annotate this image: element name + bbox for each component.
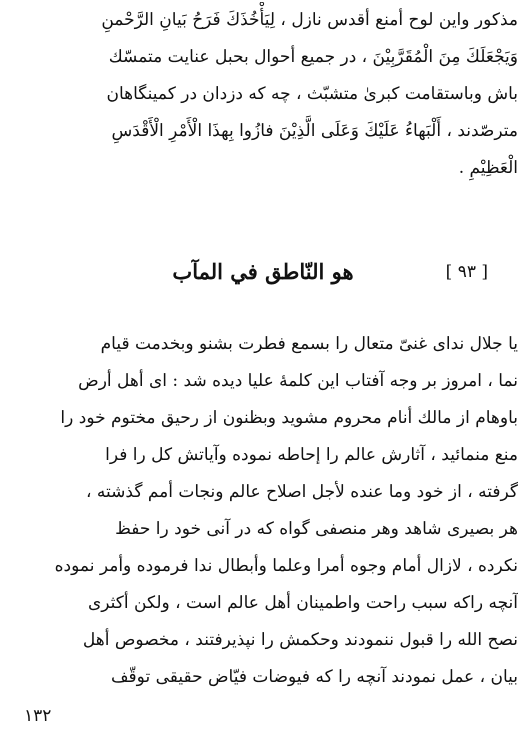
top-paragraph [8,2,518,187]
section-heading [0,254,526,290]
text-line: وَيَجْعَلَكَ مِنَ الْمُقَرَّبِيْنَ ، در جميع أحوال بحبل عنايت متمسّك [108,47,518,67]
text-line: باش وباستقامت كبرىٰ متشبّث ، چه كه دزدان در كمينگاهان [106,84,518,104]
text-line: نكرده ، لازال أمام وجوه أمرا وعلما وأبطال ندا فرموده وأمر نموده [54,556,518,576]
text-line: نما ، امروز بر وجه آفتاب اين كلمهٔ عليا ديده شد : اى أهل أرض [78,371,518,391]
text-line: آنچه راكه سبب راحت واطمينان أهل عالم است ، ولكن أكثرى [87,593,518,613]
page-number: ١٣٢ [24,706,52,726]
text-line: نصح الله را قبول ننمودند وحكمش را نپذيرفتند ، مخصوص أهل [82,630,518,650]
text-line: يا جلال نداى غنىّ متعال را بسمع فطرت بشنو وبخدمت قيام [100,334,518,354]
text-line: الْعَظِيْمِ . [458,158,518,178]
body-paragraph [8,326,518,696]
text-line: باوهام از مالك أنام محروم مشويد وبظنون از رحيق مختوم خود را [60,408,518,428]
text-line: منع منمائيد ، آثارش عالم را إحاطه نموده وآياتش كل را فرا [105,445,518,465]
section-title: هو النّاطق في المآب [172,259,354,284]
text-line: بيان ، عمل نمودند آنچه را كه فيوضات فيّاض حقيقى توقّف [110,667,518,687]
section-number: [ ٩٣ ] [445,262,488,282]
text-line: مذكور واين لوح أمنع أقدس نازل ، لِيَأْخُذَكَ فَرَحُ بَيانِ الرَّحْمنِ [101,10,518,30]
text-line: گرفته ، از خود وما عنده لأجل اصلاح عالم ونجات أمم گذشته ، [86,482,518,502]
text-line: مترصّدند ، أَلْبَهاءُ عَلَيْكَ وَعَلَى الَّذِيْنَ فازُوا بِهذَا الْأَمْرِ الْأَقْدَسِ [111,121,518,141]
text-line: هر بصيرى شاهد وهر منصفى گواه كه در آنى خود را حفظ [115,519,518,539]
